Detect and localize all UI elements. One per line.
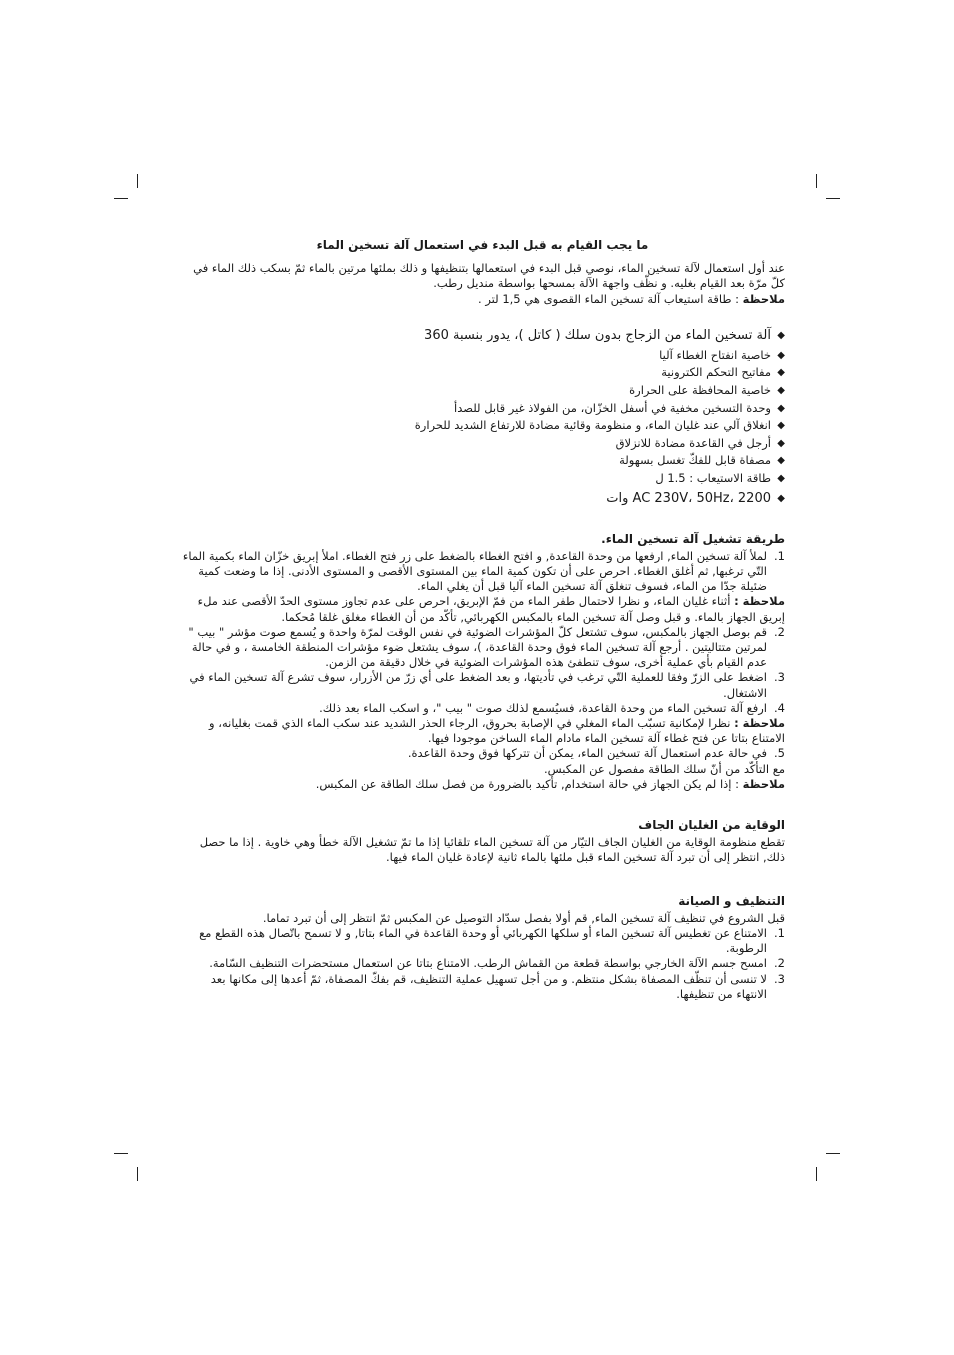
- cleaning-steps: [180, 926, 785, 1002]
- step-number: 2.: [774, 956, 785, 971]
- operation-step: [180, 625, 785, 671]
- crop-mark-bottom-left-vertical: [137, 1167, 138, 1181]
- operation-step: [180, 670, 785, 700]
- operation-note-3: [180, 777, 785, 792]
- step-text: اضغط على الزرّ وفقا للعملية التّي ترغب في تأديتها، و بعد الضغط على أي زرّ من الأزرار، سوف تشرع آلة تسخين الماء في الاشتغال.: [189, 670, 767, 700]
- note-text: أثناء غليان الماء، و نظرا لاحتمال طفر الماء من فمّ الإبريق، احرص على عدم تجاوز مستوى الحدّ الأقصى عند ملء إبريق الجهاز بالماء. و قبل وصل آلة تسخين الماء بالمكبس الكهربائي, تأكّد من أن الغطاء مغلق غلقا مُحكما.: [197, 594, 785, 624]
- feature-item: ◆ وحدة التسخين مخفية في أسفل الخزّان، من الفولاذ غير قابل للصدأ: [180, 400, 785, 418]
- note-text: : إذا لم يكن الجهاز في حالة استخدام, تأكيد بالضرورة من فصل سلك الطاقة عن المكبس.: [315, 776, 740, 791]
- step-text: الامتناع عن تغطيس آلة تسخين الماء أو سلكها الكهربائي أو وحدة القاعدة في الماء بتاتا, و لا تسمح باتّصال هذه القطع مع الرطوبة.: [199, 926, 767, 956]
- operation-steps: [180, 625, 785, 716]
- feature-item: ◆ خاصية المحافظة على الحرارة: [180, 382, 785, 400]
- crop-mark-bottom-right-horizontal: [826, 1153, 840, 1154]
- cleaning-intro: قبل الشروع في تنظيف آلة تسخين الماء, قم أولا بفصل سدّاد التوصيل عن المكبس ثمّ انتظر إلى أن تبرد تماما.: [262, 910, 785, 925]
- note-text: : طاقة استيعاب آلة تسخين الماء القصوى هي 1,5 لتر .: [478, 291, 740, 306]
- operation-step: [180, 701, 785, 716]
- operation-note-2: [180, 716, 785, 746]
- operation-heading: طريقة تشغيل آلة تسخين الماء.: [601, 531, 785, 546]
- note-label: ملاحظة :: [734, 716, 785, 730]
- step-text: قم بوصل الجهاز بالمكبس، سوف تشتعل كلّ المؤشرات الضوئية في نفس الوقت لمرّة واحدة و يُسمع صوت مؤشر " بيب " لمرتين متتاليتين . أرجع آلة تسخين الماء فوق وحدة القاعدة، )، سوف يشتعل ضوء مؤشرات المنطقة الخامسة ، و في حالة عدم القيام بأي عملية أخرى، سوف تنطفئ هذه المؤشرات الضوئية في خلال دقيقة من الزمن.: [188, 624, 767, 670]
- feature-item: ◆ AC 230V، 50Hz، 2200 وات: [180, 488, 785, 510]
- cleaning-step: [180, 956, 785, 971]
- dry-boil-heading: الوقاية من الغليان الجاف: [638, 818, 785, 833]
- feature-item: ◆ خاصية انفتاح الغطاء آليا: [180, 347, 785, 365]
- operation-step-5-continued: مع التأكّد من أنّ سلك الطاقة مفصول عن المكبس.: [543, 761, 785, 776]
- page-content: [180, 238, 785, 1002]
- crop-mark-top-left-horizontal: [114, 198, 128, 199]
- feature-item: ◆ آلة تسخين الماء من الزجاج بدون سلك ( كاتل )، يدور بنسبة 360: [180, 325, 785, 347]
- operation-step: [180, 746, 785, 761]
- cleaning-heading: التنظيف و الصيانة: [678, 893, 785, 908]
- operation-steps: [180, 746, 785, 761]
- intro-note: [180, 292, 785, 307]
- feature-item: ◆ طاقة الاستيعاب : 1.5 ل: [180, 470, 785, 488]
- operation-step: [180, 549, 785, 595]
- dry-boil-text: تقطع منظومة الوقاية من الغليان الجاف التيّار من آلة تسخين الماء تلقائيا إذا ما تمّ تشغيل الآلة خطأ وهي خاوية . إذا ما حصل ذلك, انتظر إلى أن تبرد آلة تسخين الماء قبل ملئها بالماء ثانية لإعادة غليان الماء فيها.: [199, 835, 785, 865]
- feature-item: ◆ أرجل في القاعدة مضادة للانزلاق: [180, 435, 785, 453]
- operation-steps: [180, 549, 785, 595]
- page-title: ما يجب القيام به قبل البدء في استعمال آلة تسخين الماء: [316, 238, 649, 252]
- feature-item: ◆ مفاتيح التحكم الكترونية: [180, 364, 785, 382]
- operation-note-1: [180, 594, 785, 624]
- step-number: 4.: [774, 700, 785, 715]
- intro-paragraph: عند أول استعمال لآلة تسخين الماء، نوصي قبل البدء في استعمالها بتنظيفها و ذلك بملئها مرتين بالماء ثمّ بسكب ذلك الماء في كلّ مرّة بعد القيام بغليه. و نظّف واجهة الآلة بمسحها بواسطة منديل رطب.: [193, 261, 785, 291]
- step-text: لا تنسى أن تنظّف المصفاة بشكل منتظم. و من أجل تسهيل عملية التنظيف، قم بفكّ المصفاة، ثمّ أعدها إلى مكانها بعد الانتهاء من تنظيفها.: [210, 971, 767, 1001]
- step-text: امسح جسم الآلة الخارجي بواسطة قطعة من القماش الرطب. الامتناع بتاتا عن استعمال مستحضرات التنظيف السّامة.: [209, 956, 767, 971]
- crop-mark-top-right-vertical: [816, 174, 817, 188]
- step-number: 3.: [774, 670, 785, 685]
- step-text: لملأ آلة تسخين الماء, ارفعها من وحدة القاعدة, و افتح الغطاء بالضغط على زر فتح الغطاء. املأ إبريق خزّان الماء بكمية الماء التّي ترغبها, ثم أغلق الغطاء. احرص على أن تكون كمية الماء بين المستوى الأقصى و المستوى الأدنى. إذا ما وضعت كمية ضئيلة جدّا من الماء، فسوف تنغلق آلة تسخين الماء آليا قبل أن يغلي الماء.: [182, 548, 767, 594]
- step-number: 1.: [774, 548, 785, 563]
- note-label: ملاحظة: [742, 291, 785, 306]
- step-number: 5.: [774, 746, 785, 761]
- step-text: في حالة عدم استعمال آلة تسخين الماء، يمكن أن تتركها فوق وحدة القاعدة.: [407, 746, 767, 761]
- crop-mark-top-left-vertical: [137, 174, 138, 188]
- crop-mark-bottom-right-vertical: [816, 1167, 817, 1181]
- note-text: نظرا لإمكانية تسبّب الماء المغلي في الإصابة بحروق، الرجاء الحذر الشديد عند سكب الماء الذي قمت بغليانه، و الامتناع بتاتا عن فتح غطاء آلة تسخين الماء مادام الماء الساخن موجودا فيها.: [209, 716, 785, 746]
- features-list: [180, 325, 785, 510]
- crop-mark-top-right-horizontal: [826, 198, 840, 199]
- crop-mark-bottom-left-horizontal: [114, 1153, 128, 1154]
- feature-item: ◆ انغلاق آلي عند غليان الماء، و منظومة وقائية مضادة للارتفاع الشديد للحرارة: [180, 417, 785, 435]
- step-text: ارفع آلة تسخين الماء من وحدة القاعدة، فسيُسمع لذلك صوت " بيب "، و اسكب الماء بعد ذلك.: [319, 700, 767, 715]
- cleaning-step: [180, 972, 785, 1002]
- step-number: 3.: [774, 971, 785, 986]
- step-number: 1.: [774, 926, 785, 941]
- step-number: 2.: [774, 624, 785, 639]
- cleaning-step: [180, 926, 785, 956]
- note-label: ملاحظة: [742, 776, 785, 791]
- feature-item: ◆ مصفاة قابل للفكّ تغسل بسهولة: [180, 452, 785, 470]
- note-label: ملاحظة :: [734, 594, 785, 609]
